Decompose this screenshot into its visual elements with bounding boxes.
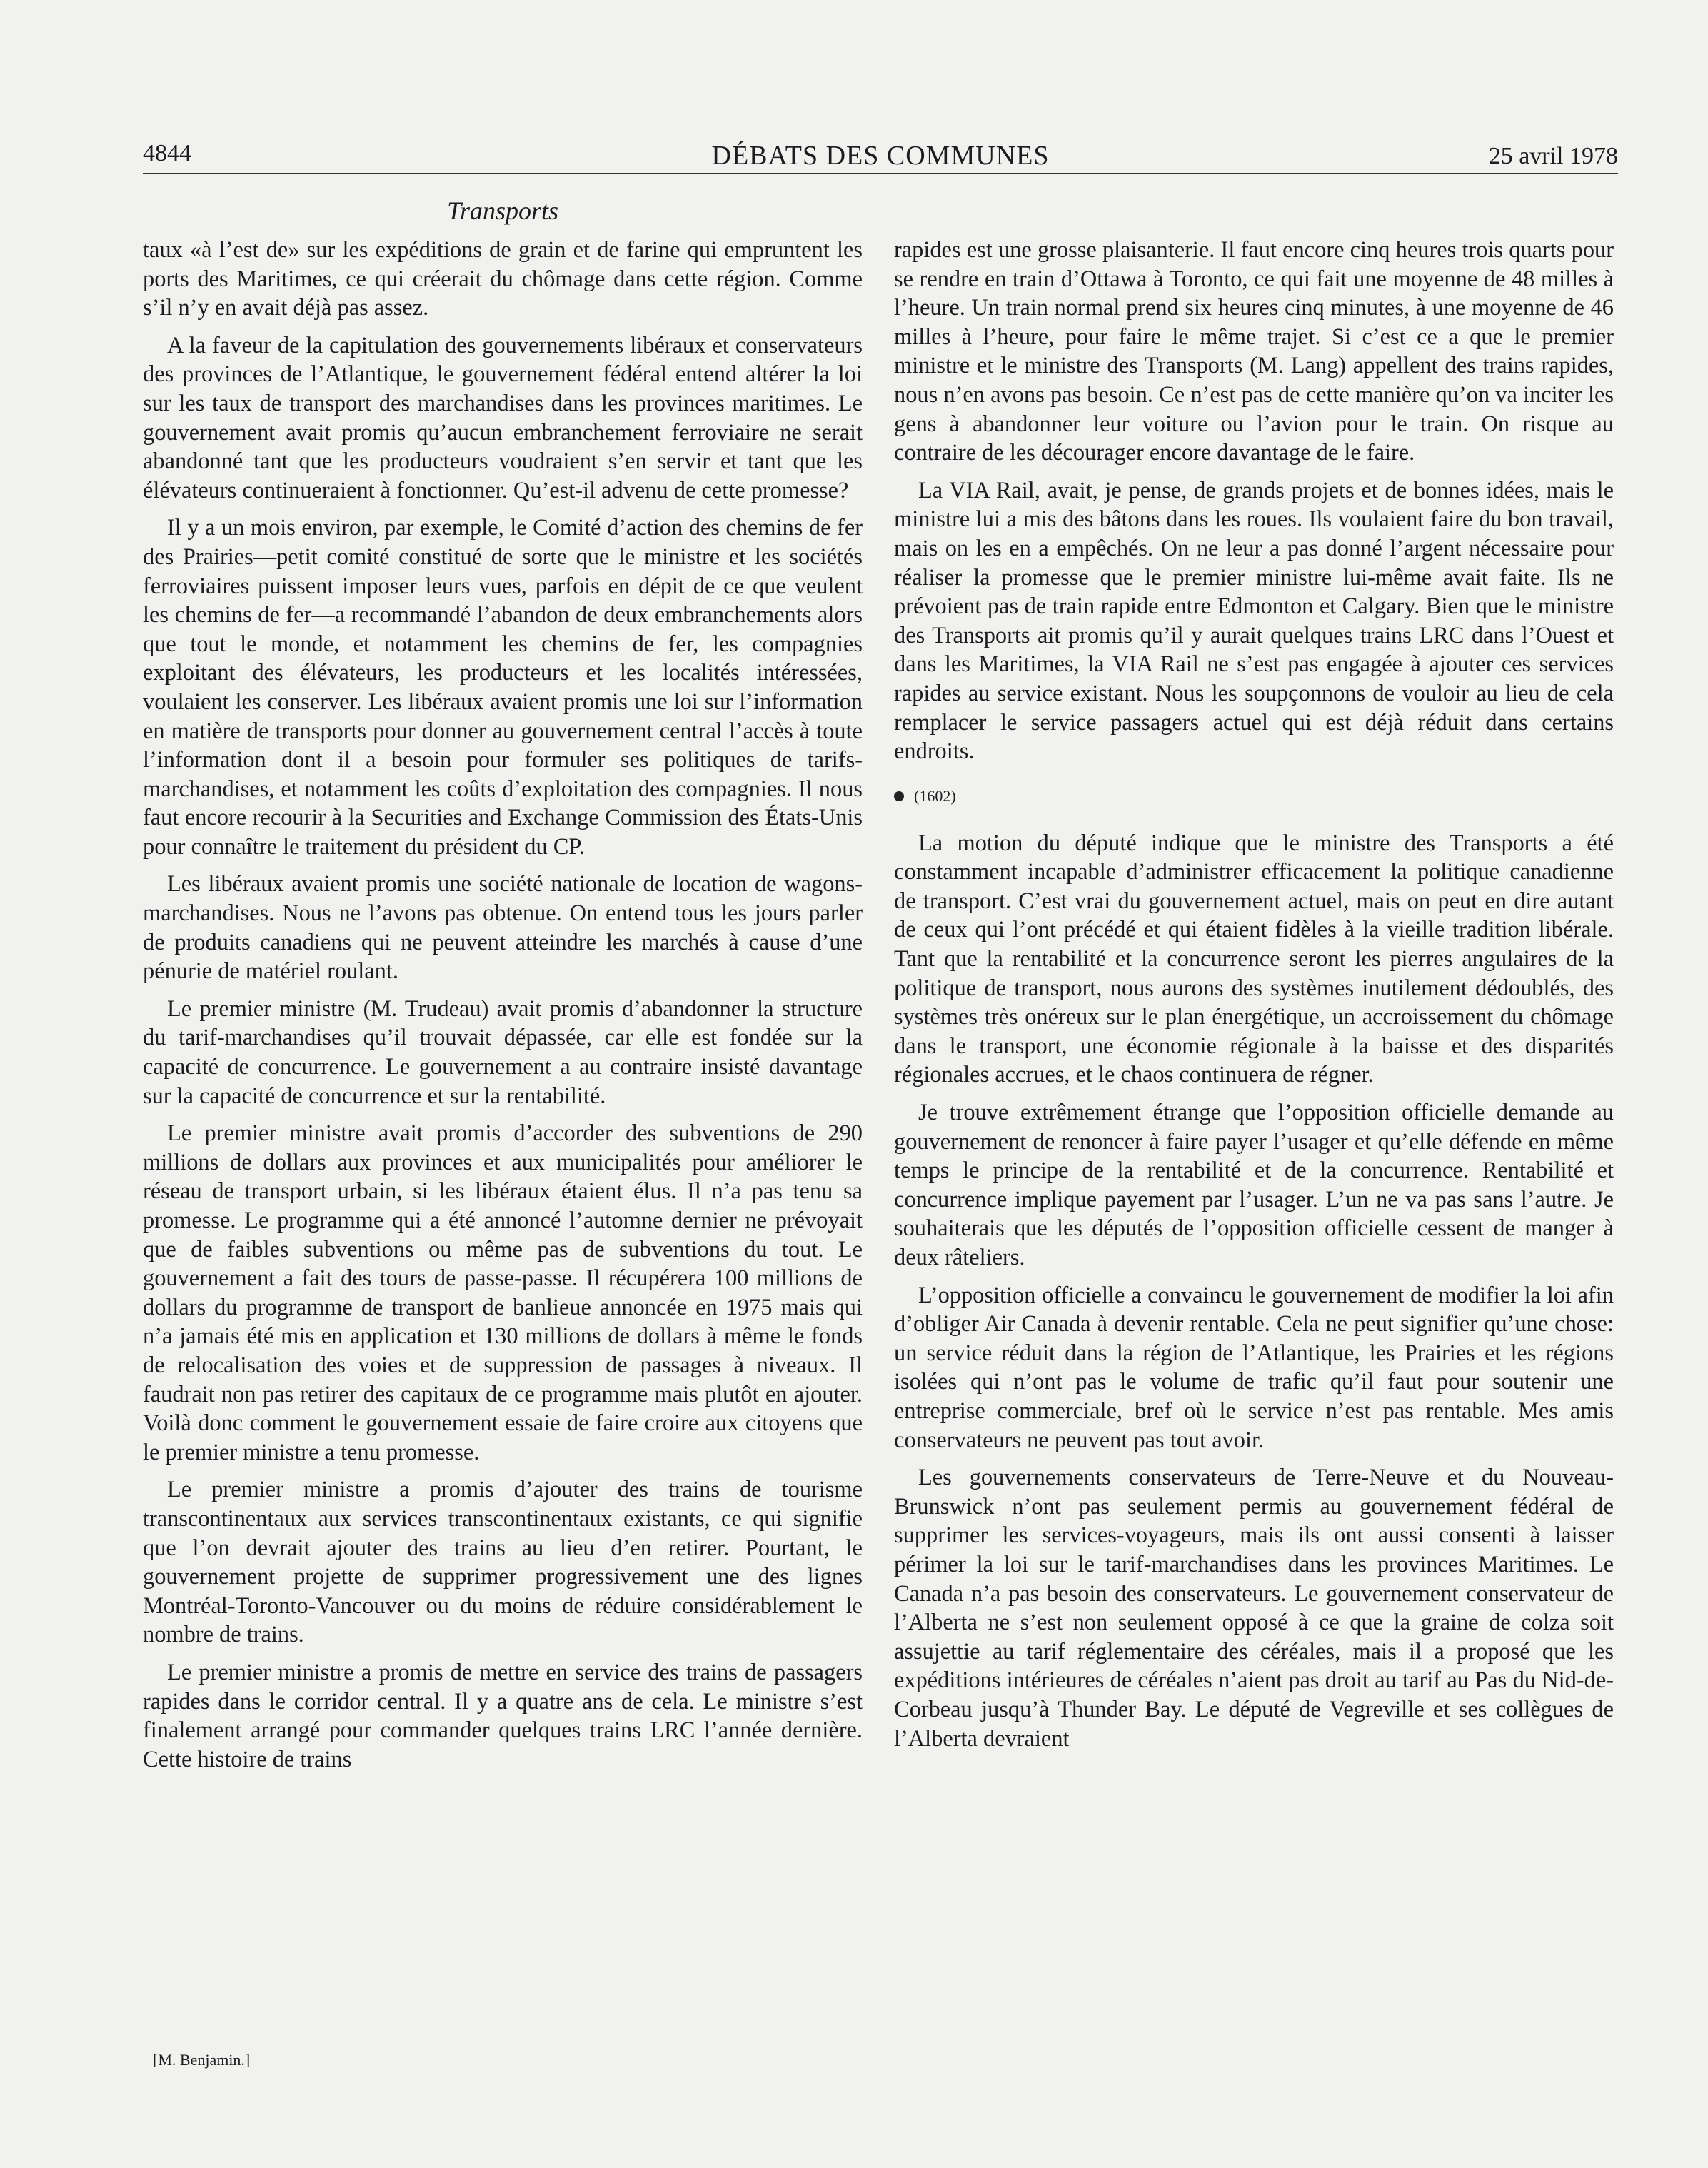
paragraph: Le premier ministre (M. Trudeau) avait promis d’abandonner la structure du tarif-marchandises qu’il trouvait dépassée, car elle est fondée sur la capacité de concurrence. Le gouvernement a au contraire insisté davantage sur la capacité de concurrence et sur la rentabilité. xyxy=(143,995,863,1109)
page-number: 4844 xyxy=(143,140,191,166)
paragraph: Je trouve extrêmement étrange que l’opposition officielle demande au gouvernement de renoncer à faire payer l’usager et qu’elle défende en même temps le principe de la rentabilité et de la concurrence. Rentabilité et concurrence implique payement par l’usager. L’un ne va pas sans l’autre. Je souhaiterais que les députés de l’opposition officielle cessent de manger à deux râteliers. xyxy=(894,1100,1614,1270)
paragraph: Les libéraux avaient promis une société nationale de location de wagons-marchandises. Nous ne l’avons pas obtenue. On entend tous les jours parler de produits canadiens qui ne peuvent atteindre les marchés à cause d’une pénurie de matériel roulant. xyxy=(143,871,863,985)
paragraph: La VIA Rail, avait, je pense, de grands projets et de bonnes idées, mais le ministre lui a mis des bâtons dans les roues. Ils voulaient faire du bon travail, mais on les en a empêchés. On ne leur a pas donné l’argent nécessaire pour réaliser la promesse que le premier ministre lui-même avait faite. Ils ne prévoient pas de train rapide entre Edmonton et Calgary. Bien que le ministre des Transports ait promis qu’il y aurait quelques trains LRC dans l’Ouest et dans les Maritimes, la VIA Rail ne s’est pas engagée à ajouter ces services rapides au service existant. Nous les soupçonnons de vouloir au lieu de cela remplacer le service passagers actuel qui est déjà réduit dans certains endroits. xyxy=(894,477,1614,765)
time-marker xyxy=(894,788,1614,805)
paragraph: L’opposition officielle a convaincu le gouvernement de modifier la loi afin d’obliger Air Canada à devenir rentable. Cela ne peut signifier qu’une chose: un service réduit dans la région de l’Atlantique, les Prairies et les régions isolées qui n’ont pas le volume de trafic qu’il faut pour soutenir une entreprise commerciale, bref où le service n’est pas rentable. Mes amis conservateurs ne peuvent pas tout avoir. xyxy=(894,1282,1614,1453)
right-column xyxy=(894,236,1614,1762)
journal-title: DÉBATS DES COMMUNES xyxy=(711,141,1050,171)
paragraph: Le premier ministre avait promis d’accorder des subventions de 290 millions de dollars aux provinces et aux municipalités pour améliorer le réseau de transport urbain, si les libéraux étaient élus. Il n’a pas tenu sa promesse. Le programme qui a été annoncé l’automne dernier ne prévoyait que de faibles subventions ou même pas de subventions du tout. Le gouvernement a fait des tours de passe-passe. Il récupérera 100 millions de dollars du programme de transport de banlieue annoncée en 1975 mais qui n’a jamais été mis en application et 130 millions de dollars à même le fonds de relocalisation des voies et de suppression de passages à niveaux. Il faudrait non pas retirer des capitaux de ce programme mais plutôt en ajouter. Voilà donc comment le gouvernement essaie de faire croire aux citoyens que le premier ministre a tenu promesse. xyxy=(143,1120,863,1465)
left-column xyxy=(143,236,863,1782)
paragraph: La motion du député indique que le ministre des Transports a été constamment incapable d’administrer efficacement la politique canadienne de transport. C’est vrai du gouvernement actuel, mais on peut en dire autant de ceux qui l’ont précédé et qui étaient fidèles à la vieille tradition libérale. Tant que la rentabilité et la concurrence seront les pierres angulaires de la politique de transport, nous aurons des systèmes inutilement dédoublés, des systèmes très onéreux sur le plan énergétique, un accroissement du chômage dans le transport, une économie régionale à la baisse et des disparités régionales accrues, et le chaos continuera de régner. xyxy=(894,830,1614,1088)
time-marker-label: (1602) xyxy=(914,786,956,805)
paragraph: Les gouvernements conservateurs de Terre-Neuve et du Nouveau-Brunswick n’ont pas seulement permis au gouvernement fédéral de supprimer les services-voyageurs, mais ils ont aussi consenti à laisser périmer la loi sur le tarif-marchandises dans les provinces Maritimes. Le Canada n’a pas besoin des conservateurs. Le gouvernement conservateur de l’Alberta ne s’est non seulement opposé à ce que la graine de colza soit assujettie au tarif réglementaire des céréales, mais il a proposé que les expéditions intérieures de céréales n’aient pas droit au tarif au Pas du Nid-de-Corbeau jusqu’à Thunder Bay. Le député de Vegreville et ses collègues de l’Alberta devraient xyxy=(894,1465,1614,1752)
paragraph: Le premier ministre a promis d’ajouter des trains de tourisme transcontinentaux aux services transcontinentaux existants, ce qui signifie que l’on devrait ajouter des trains au lieu d’en retirer. Pourtant, le gouvernement projette de supprimer progressivement une des lignes Montréal-Toronto-Vancouver ou du moins de réduire considérablement le nombre de trains. xyxy=(143,1477,863,1648)
page-header xyxy=(143,140,1618,176)
speaker-footer: [M. Benjamin.] xyxy=(153,2051,251,2069)
header-rule xyxy=(143,173,1618,174)
section-title: Transports xyxy=(446,196,559,225)
page-date: 25 avril 1978 xyxy=(1488,143,1618,169)
paragraph: rapides est une grosse plaisanterie. Il faut encore cinq heures trois quarts pour se rendre en train d’Ottawa à Toronto, ce qui fait une moyenne de 48 milles à l’heure. Un train normal prend six heures cinq minutes, à une moyenne de 46 milles à l’heure, pour faire le même trajet. Si c’est ce a que le premier ministre et le ministre des Transports (M. Lang) appellent des trains rapides, nous n’en avons pas besoin. Ce n’est pas de cette manière qu’on va inciter les gens à abandonner leur voiture ou l’avion pour le train. On risque au contraire de les décourager encore davantage de le faire. xyxy=(894,237,1614,466)
paragraph: Le premier ministre a promis de mettre en service des trains de passagers rapides dans le corridor central. Il y a quatre ans de cela. Le ministre s’est finalement arrangé pour commander quelques trains LRC l’année dernière. Cette histoire de trains xyxy=(143,1659,863,1772)
paragraph: A la faveur de la capitulation des gouvernements libéraux et conservateurs des provinces de l’Atlantique, le gouvernement fédéral entend altérer la loi sur les taux de transport des marchandises dans les provinces maritimes. Le gouvernement avait promis qu’aucun embranchement ferroviaire ne serait abandonné tant que les producteurs voudraient s’en servir et tant que les élévateurs continueraient à fonctionner. Qu’est-il advenu de cette promesse? xyxy=(143,332,863,503)
paragraph: Il y a un mois environ, par exemple, le Comité d’action des chemins de fer des Prairies—petit comité constitué de sorte que le ministre et les sociétés ferroviaires puissent imposer leurs vues, parfois en dépit de ce que veulent les chemins de fer—a recommandé l’abandon de deux embranchements alors que tout le monde, et notamment les chemins de fer, les compagnies exploitant des élévateurs, les producteurs et les localités intéressées, voulaient les conserver. Les libéraux avaient promis une loi sur l’information en matière de transports pour donner au gouvernement central l’accès à toute l’information dont il a besoin pour formuler ses politiques de tarifs-marchandises, et notamment les coûts d’exploitation des compagnies. Il nous faut encore recourir à la Securities and Exchange Commission des États-Unis pour connaître le traitement du président du CP. xyxy=(143,515,863,860)
bullet-dot-icon xyxy=(894,791,904,801)
paragraph: taux «à l’est de» sur les expéditions de grain et de farine qui empruntent les ports des Maritimes, ce qui créerait du chômage dans cette région. Comme s’il n’y en avait déjà pas assez. xyxy=(143,237,863,321)
